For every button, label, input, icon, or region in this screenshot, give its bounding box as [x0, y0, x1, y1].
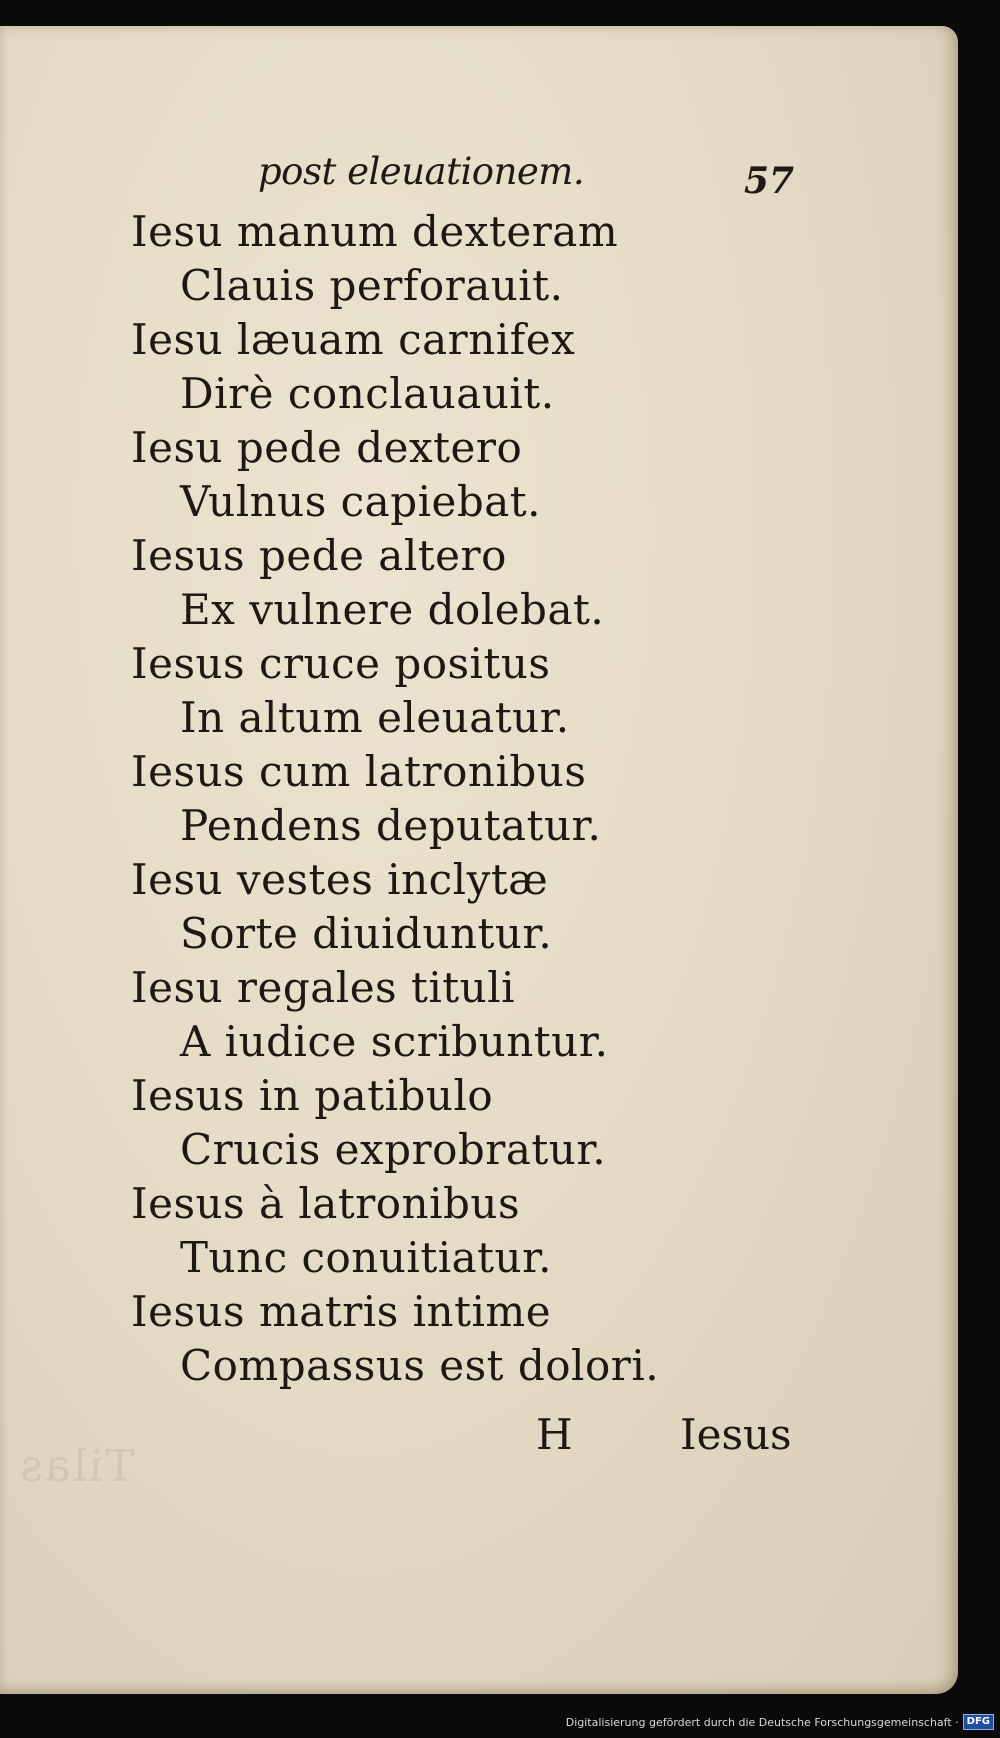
verse-line: Iesu vestes inclytæ [131, 855, 549, 904]
verse-line: Dirè conclauauit. [180, 369, 555, 418]
verse-line: Iesus pede altero [131, 531, 507, 580]
catchword: Iesus [680, 1410, 792, 1459]
verse-line: Iesu læuam carnifex [131, 315, 576, 364]
verse-line: A iudice scribuntur. [180, 1017, 609, 1066]
verse-line: Ex vulnere dolebat. [180, 585, 605, 634]
verse-line: Iesu regales tituli [131, 963, 516, 1012]
credit-text: Digitalisierung gefördert durch die Deutsche Forschungsgemeinschaft · [565, 1715, 959, 1729]
verse-line: Iesus cum latronibus [131, 747, 587, 796]
signature-mark: H [536, 1410, 573, 1459]
verse-lines [0, 205, 958, 1393]
verse-line: Sorte diuiduntur. [180, 909, 553, 958]
ink-bleed-through: Tilas [18, 1441, 135, 1492]
verse-line: Compassus est dolori. [180, 1341, 660, 1390]
running-head: post eleuationem. [258, 150, 585, 193]
verse-line: Iesu manum dexteram [131, 207, 619, 256]
verse-line: Iesus in patibulo [131, 1071, 494, 1120]
verse-line: Vulnus capiebat. [180, 477, 542, 526]
verse-line: Tunc conuitiatur. [180, 1233, 552, 1282]
verse-line: Clauis perforauit. [180, 261, 564, 310]
verse-line: Iesus cruce positus [131, 639, 551, 688]
verse-line: Iesu pede dextero [131, 423, 523, 472]
verse-line: Crucis exprobratur. [180, 1125, 607, 1174]
verse-line: Iesus matris intime [131, 1287, 552, 1336]
page-number: 57 [744, 160, 795, 202]
verse-line: Pendens deputatur. [180, 801, 602, 850]
verse-line: In altum eleuatur. [180, 693, 570, 742]
digitization-credit [566, 1712, 994, 1732]
verse-line: Iesus à latronibus [131, 1179, 521, 1228]
dfg-logo-icon: DFG [963, 1714, 994, 1730]
